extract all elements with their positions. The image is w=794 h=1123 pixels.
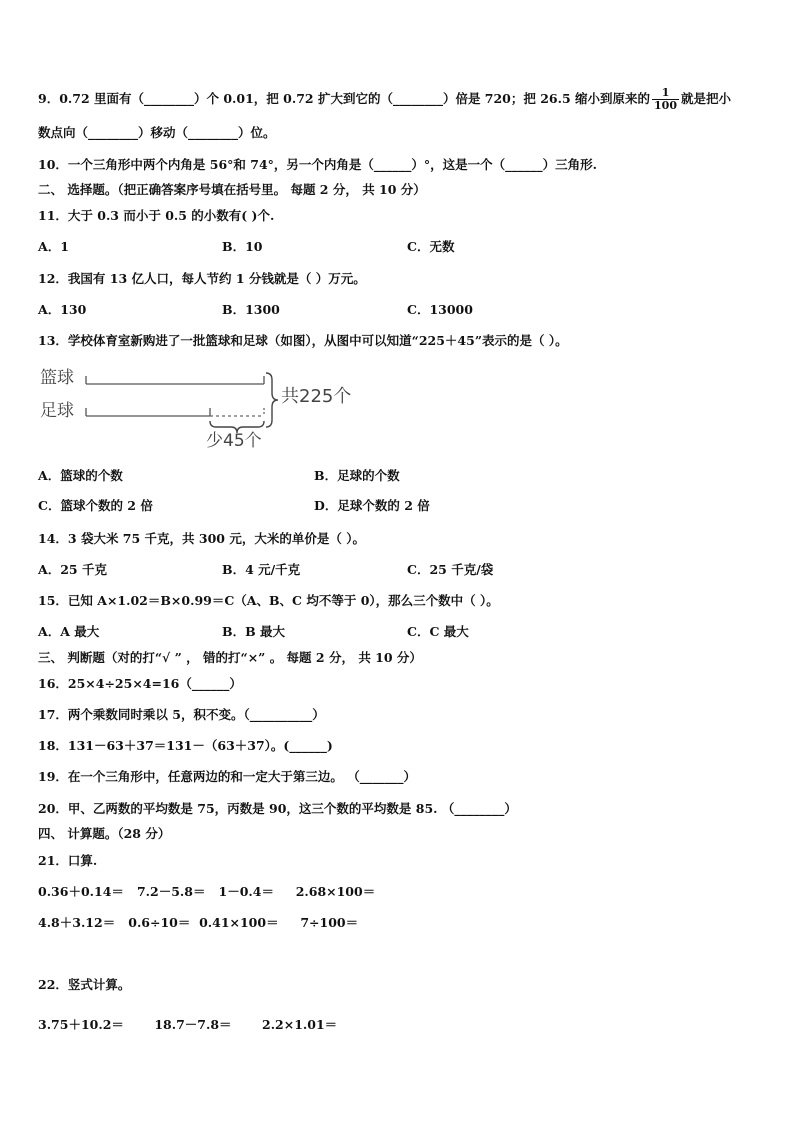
q15-option-a: A．A 最大 bbox=[38, 624, 100, 639]
q9-line2: 数点向（________）移动（________）位。 bbox=[38, 125, 276, 140]
q22-row-1: 3.75＋10.2＝ 18.7－7.8＝ 2.2×1.01＝ bbox=[38, 1017, 338, 1032]
q11-option-b: B．10 bbox=[222, 239, 263, 254]
q9-text-part2: 就是把小 bbox=[681, 91, 732, 106]
total-right-brace bbox=[266, 373, 278, 427]
q13-line-segment-diagram bbox=[38, 362, 368, 450]
q9-fraction-denominator: 100 bbox=[654, 99, 677, 112]
q9-fraction-numerator: 1 bbox=[652, 87, 679, 100]
section-4-heading: 四、 计算题。（28 分） bbox=[38, 826, 171, 841]
section-2-heading: 二、 选择题。（把正确答案序号填在括号里。 每题 2 分， 共 10 分） bbox=[38, 182, 426, 197]
q11-text: 11．大于 0.3 而小于 0.5 的小数有( )个. bbox=[38, 208, 275, 223]
q9-fraction bbox=[652, 87, 679, 112]
q21-title: 21．口算. bbox=[38, 853, 98, 868]
q11-option-c: C．无数 bbox=[407, 239, 455, 254]
diagram-label-basketball: 篮球 bbox=[40, 368, 74, 388]
q13-option-d: D．足球个数的 2 倍 bbox=[314, 498, 430, 513]
q20-text: 20．甲、乙两数的平均数是 75，丙数是 90，这三个数的平均数是 85. （________） bbox=[38, 801, 517, 816]
q19-text: 19．在一个三角形中，任意两边的和一定大于第三边。 （_______） bbox=[38, 769, 416, 784]
q11-option-a: A．1 bbox=[38, 239, 69, 254]
q14-option-b: B．4 元/千克 bbox=[222, 562, 301, 577]
q12-option-a: A．130 bbox=[38, 302, 87, 317]
q13-option-b: B．足球的个数 bbox=[314, 468, 400, 483]
q10-text: 10．一个三角形中两个内角是 56°和 74°，另一个内角是（______）°，这是一个（______）三角形. bbox=[38, 157, 597, 172]
q16-text: 16．25×4÷25×4=16（______） bbox=[38, 676, 242, 691]
q14-option-c: C．25 千克/袋 bbox=[407, 562, 494, 577]
q12-option-b: B．1300 bbox=[222, 302, 280, 317]
q18-text: 18．131－63＋37＝131－（63＋37）。(______) bbox=[38, 738, 333, 753]
q22-title: 22．竖式计算。 bbox=[38, 977, 131, 992]
q13-option-a: A．篮球的个数 bbox=[38, 468, 123, 483]
q15-option-b: B．B 最大 bbox=[222, 624, 285, 639]
q15-option-c: C．C 最大 bbox=[407, 624, 469, 639]
q12-option-c: C．13000 bbox=[407, 302, 473, 317]
diagram-label-football: 足球 bbox=[40, 401, 74, 421]
q21-row-2: 4.8＋3.12＝ 0.6÷10＝ 0.41×100＝ 7÷100＝ bbox=[38, 915, 359, 930]
q14-text: 14．3 袋大米 75 千克，共 300 元，大米的单价是（ ）。 bbox=[38, 531, 365, 546]
q9-line1 bbox=[38, 87, 731, 112]
diagram-less-label: 少45个 bbox=[206, 431, 262, 450]
diagram-total-label: 共225个 bbox=[281, 386, 352, 407]
q9-text-part1: 9．0.72 里面有（________）个 0.01，把 0.72 扩大到它的（________）倍是 720；把 26.5 缩小到原来的 bbox=[38, 91, 651, 106]
q12-text: 12．我国有 13 亿人口，每人节约 1 分钱就是（ ）万元。 bbox=[38, 271, 366, 286]
q15-text: 15．已知 A×1.02＝B×0.99＝C（A、B、C 均不等于 0），那么三个数中（ ）。 bbox=[38, 593, 499, 608]
q13-text: 13．学校体育室新购进了一批篮球和足球（如图），从图中可以知道“225＋45”表示的是（ ）。 bbox=[38, 333, 568, 348]
q13-option-c: C．篮球个数的 2 倍 bbox=[38, 498, 153, 513]
q17-text: 17．两个乘数同时乘以 5，积不变。（__________） bbox=[38, 707, 325, 722]
q21-row-1: 0.36＋0.14＝ 7.2－5.8＝ 1－0.4＝ 2.68×100＝ bbox=[38, 884, 376, 899]
q14-option-a: A．25 千克 bbox=[38, 562, 107, 577]
section-3-heading: 三、 判断题（对的打“√ ” ， 错的打“×” 。 每题 2 分， 共 10 分） bbox=[38, 650, 422, 665]
